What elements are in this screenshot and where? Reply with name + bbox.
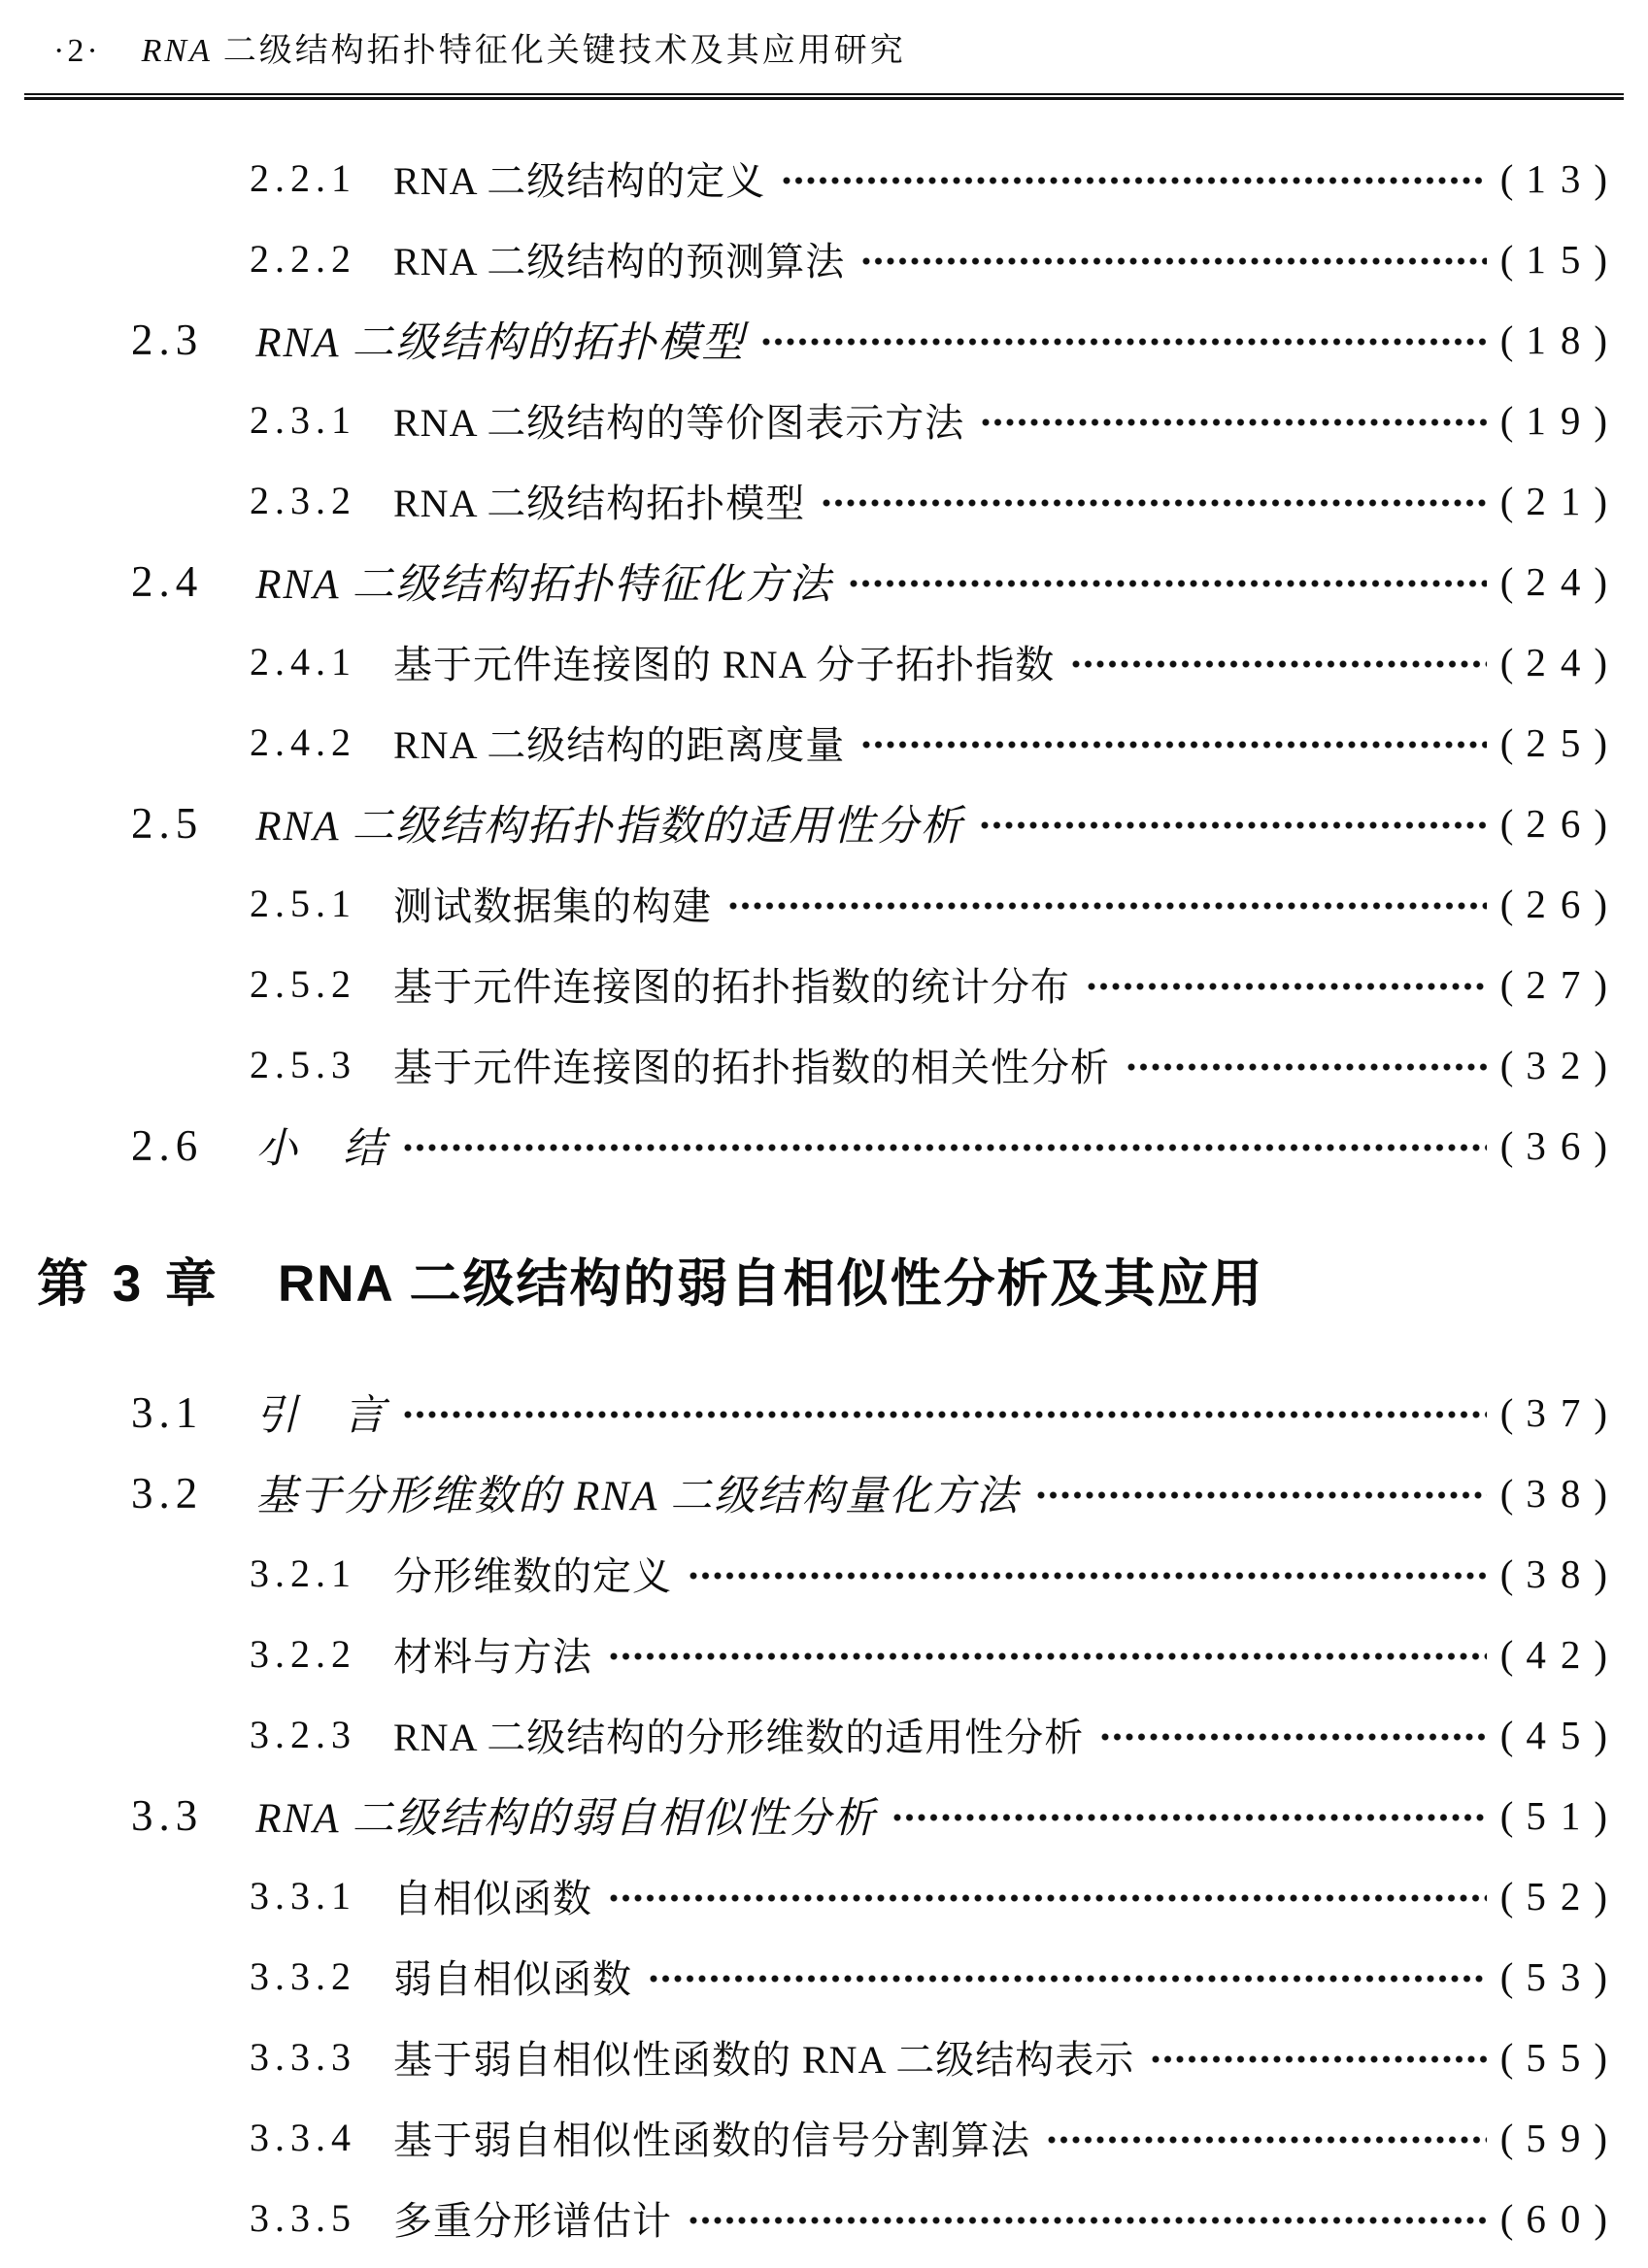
toc-row [0, 218, 1607, 299]
page-ref-number: 59 [1526, 2115, 1596, 2160]
page-ref-number: 55 [1526, 2034, 1596, 2080]
leader-dots [1070, 657, 1486, 671]
leader-dots [979, 818, 1486, 832]
entry-number: 2.5.3 [250, 1043, 356, 1086]
page-ref-number: 18 [1526, 317, 1596, 362]
page-ref-open-paren: ( [1499, 1873, 1514, 1918]
entry-number: 3.3 [131, 1790, 204, 1840]
page-ref [1500, 1792, 1607, 1839]
entry-title: 基于元件连接图的拓扑指数的相关性分析 [393, 1046, 1110, 1089]
toc-row [0, 1372, 1607, 1452]
entry-number: 3.2.3 [250, 1713, 356, 1756]
chapter-title: RNA 二级结构的弱自相似性分析及其应用 [277, 1255, 1264, 1313]
entry-number: 3.3.3 [250, 2035, 356, 2079]
toc-row [0, 1452, 1607, 1533]
entry-title: RNA 二级结构拓扑模型 [393, 482, 806, 525]
page-ref-number: 19 [1526, 397, 1596, 443]
page-ref [1500, 155, 1607, 202]
page-ref-close-paren: ) [1594, 719, 1607, 765]
leader-dots [1046, 2133, 1487, 2147]
toc-row [0, 541, 1607, 621]
page-ref-open-paren: ( [1499, 478, 1514, 523]
page-ref-close-paren: ) [1594, 236, 1607, 282]
entry-title: 基于分形维数的 RNA 二级结构量化方法 [255, 1474, 1021, 1519]
page-ref-close-paren: ) [1594, 2034, 1607, 2080]
page-ref-open-paren: ( [1499, 800, 1514, 846]
page-ref-open-paren: ( [1499, 1470, 1514, 1516]
page-ref-open-paren: ( [1499, 558, 1514, 604]
entry-number: 2.5.2 [250, 962, 356, 1006]
page-ref-open-paren: ( [1499, 2195, 1514, 2241]
page-ref [1500, 236, 1607, 283]
page-ref-open-paren: ( [1499, 719, 1514, 765]
entry-title: 基于元件连接图的 RNA 分子拓扑指数 [393, 643, 1056, 686]
page-ref-close-paren: ) [1594, 1873, 1607, 1918]
page-ref-close-paren: ) [1594, 1792, 1607, 1838]
entry-title: RNA 二级结构的定义 [393, 159, 766, 203]
page-ref-close-paren: ) [1594, 961, 1607, 1007]
page-ref-open-paren: ( [1499, 2115, 1514, 2160]
entry-title: RNA 二级结构的等价图表示方法 [393, 401, 965, 445]
entry-number: 3.3.4 [250, 2116, 356, 2159]
page-ref-number: 25 [1526, 719, 1596, 765]
leader-dots [860, 254, 1486, 268]
chapter-heading [0, 1236, 1607, 1323]
leader-dots [1126, 1060, 1487, 1074]
leader-dots [648, 1972, 1487, 1985]
page-ref-close-paren: ) [1594, 1953, 1607, 1999]
toc-row [0, 1855, 1607, 1936]
page-ref-close-paren: ) [1594, 478, 1607, 523]
running-header [53, 23, 1609, 71]
page-ref-number: 24 [1526, 639, 1596, 684]
entry-title: 基于弱自相似性函数的信号分割算法 [393, 2118, 1030, 2162]
page-ref-close-paren: ) [1594, 639, 1607, 684]
page-ref [1500, 1953, 1607, 2000]
running-book-title: RNA 二级结构拓扑特征化关键技术及其应用研究 [141, 33, 906, 69]
page-ref [1500, 1712, 1607, 1758]
toc-row [0, 460, 1607, 541]
page-ref-close-paren: ) [1594, 2115, 1607, 2160]
leader-dots [402, 1141, 1486, 1154]
page-ref-close-paren: ) [1594, 1470, 1607, 1516]
page-ref-open-paren: ( [1499, 1631, 1514, 1677]
entry-title: RNA 二级结构的弱自相似性分析 [255, 1796, 877, 1842]
toc-row [0, 621, 1607, 702]
toc-row [0, 2017, 1607, 2097]
page-ref [1500, 719, 1607, 766]
page-ref-number: 32 [1526, 1042, 1596, 1087]
page-ref-number: 26 [1526, 881, 1596, 926]
chapter-number: 第 3 章 [37, 1255, 221, 1313]
toc-row [0, 2178, 1607, 2258]
leader-dots [608, 1891, 1487, 1905]
toc-row [0, 299, 1607, 380]
page-ref-open-paren: ( [1499, 1389, 1514, 1435]
page-ref [1500, 397, 1607, 444]
page-ref [1500, 1551, 1607, 1597]
entry-number: 3.3.5 [250, 2196, 356, 2240]
page-ref [1500, 1389, 1607, 1436]
entry-title: 分形维数的定义 [393, 1554, 672, 1598]
page-ref-open-paren: ( [1499, 155, 1514, 201]
page-ref-number: 45 [1526, 1712, 1596, 1757]
page-ref-number: 53 [1526, 1953, 1596, 1999]
toc-row [0, 1775, 1607, 1855]
toc-row [0, 783, 1607, 863]
entry-title: 基于元件连接图的拓扑指数的统计分布 [393, 965, 1070, 1009]
page-ref [1500, 2195, 1607, 2242]
entry-number: 2.5 [131, 798, 204, 848]
page-ref [1500, 2034, 1607, 2081]
entry-number: 2.4.2 [250, 720, 356, 764]
toc-row [0, 863, 1607, 944]
leader-dots [891, 1811, 1486, 1824]
page-ref [1500, 1873, 1607, 1919]
entry-number: 3.3.1 [250, 1874, 356, 1918]
entry-title: RNA 二级结构的分形维数的适用性分析 [393, 1716, 1085, 1759]
toc-row [0, 1105, 1607, 1185]
entry-title: 测试数据集的构建 [393, 884, 712, 928]
toc-row [0, 1614, 1607, 1694]
page-ref [1500, 1122, 1607, 1169]
page-ref-close-paren: ) [1594, 800, 1607, 846]
page-ref-number: 36 [1526, 1122, 1596, 1168]
page-ref-close-paren: ) [1594, 1712, 1607, 1757]
page-ref-close-paren: ) [1594, 1389, 1607, 1435]
page-ref-open-paren: ( [1499, 961, 1514, 1007]
page-ref-number: 24 [1526, 558, 1596, 604]
leader-dots [781, 174, 1486, 187]
entry-title: RNA 二级结构拓扑特征化方法 [255, 562, 833, 608]
entry-title: 材料与方法 [393, 1635, 592, 1679]
page-ref [1500, 961, 1607, 1008]
leader-dots [1086, 980, 1487, 993]
page-ref [1500, 1470, 1607, 1517]
entry-title: RNA 二级结构的距离度量 [393, 723, 846, 767]
leader-dots [608, 1650, 1487, 1663]
leader-dots [688, 1569, 1487, 1583]
page-ref-number: 38 [1526, 1551, 1596, 1596]
page-ref-close-paren: ) [1594, 1631, 1607, 1677]
page-ref-number: 38 [1526, 1470, 1596, 1516]
page-ref-close-paren: ) [1594, 1122, 1607, 1168]
toc-list [0, 138, 1607, 2258]
entry-title: RNA 二级结构拓扑指数的适用性分析 [255, 804, 964, 850]
entry-number: 2.5.1 [250, 882, 356, 925]
page-ref [1500, 800, 1607, 847]
header-rule [24, 93, 1624, 100]
page-ref [1500, 639, 1607, 685]
leader-dots [848, 577, 1486, 590]
page-ref-close-paren: ) [1594, 317, 1607, 362]
page-ref [1500, 317, 1607, 363]
page-ref-number: 13 [1526, 155, 1596, 201]
toc-row [0, 380, 1607, 460]
leader-dots [1099, 1730, 1486, 1744]
entry-title: RNA 二级结构的拓扑模型 [255, 320, 746, 366]
page-ref-open-paren: ( [1499, 1042, 1514, 1087]
entry-number: 2.2.2 [250, 237, 356, 281]
page-ref-open-paren: ( [1499, 397, 1514, 443]
page-ref [1500, 1042, 1607, 1088]
page-ref-open-paren: ( [1499, 1122, 1514, 1168]
leader-dots [727, 899, 1487, 913]
page-ref-open-paren: ( [1499, 1792, 1514, 1838]
entry-number: 3.2.2 [250, 1632, 356, 1676]
page-ref-close-paren: ) [1594, 2195, 1607, 2241]
page-ref-open-paren: ( [1499, 1551, 1514, 1596]
toc-row [0, 138, 1607, 218]
page-ref-close-paren: ) [1594, 1042, 1607, 1087]
entry-number: 2.6 [131, 1120, 204, 1170]
leader-dots [688, 2214, 1487, 2227]
page-ref-number: 42 [1526, 1631, 1596, 1677]
entry-number: 2.3.1 [250, 398, 356, 442]
entry-title: RNA 二级结构的预测算法 [393, 240, 846, 284]
entry-number: 3.2 [131, 1468, 204, 1518]
page-ref-number: 15 [1526, 236, 1596, 282]
entry-number: 3.2.1 [250, 1551, 356, 1595]
entry-number: 2.4 [131, 556, 204, 606]
toc-row [0, 944, 1607, 1024]
entry-title: 自相似函数 [393, 1877, 592, 1920]
toc-row [0, 1694, 1607, 1775]
leader-dots [980, 416, 1486, 429]
page-ref-close-paren: ) [1594, 155, 1607, 201]
entry-number: 2.3.2 [250, 479, 356, 522]
toc-row [0, 1533, 1607, 1614]
entry-number: 3.1 [131, 1387, 204, 1437]
page-ref [1500, 558, 1607, 605]
page-ref-open-paren: ( [1499, 1712, 1514, 1757]
entry-title: 弱自相似函数 [393, 1957, 632, 2001]
page-ref-close-paren: ) [1594, 881, 1607, 926]
leader-dots [860, 738, 1486, 751]
page-ref-open-paren: ( [1499, 236, 1514, 282]
page-ref-number: 52 [1526, 1873, 1596, 1918]
toc-row [0, 1936, 1607, 2017]
toc-row [0, 702, 1607, 783]
leader-dots [1035, 1488, 1487, 1502]
page-ref [1500, 2115, 1607, 2161]
page-ref [1500, 1631, 1607, 1678]
page-folio: ·2· [53, 33, 101, 69]
page-ref-open-paren: ( [1499, 2034, 1514, 2080]
toc-row [0, 2097, 1607, 2178]
page-ref-close-paren: ) [1594, 558, 1607, 604]
page-ref-number: 27 [1526, 961, 1596, 1007]
entry-title: 基于弱自相似性函数的 RNA 二级结构表示 [393, 2038, 1135, 2082]
page-ref-close-paren: ) [1594, 1551, 1607, 1596]
page-ref [1500, 881, 1607, 927]
page-ref-number: 26 [1526, 800, 1596, 846]
leader-dots [760, 335, 1486, 349]
toc-row [0, 1024, 1607, 1105]
page-ref-number: 37 [1526, 1389, 1596, 1435]
page-ref-open-paren: ( [1499, 317, 1514, 362]
page-ref-number: 51 [1526, 1792, 1596, 1838]
page-ref-close-paren: ) [1594, 397, 1607, 443]
entry-number: 2.2.1 [250, 156, 356, 200]
entry-title: 多重分形谱估计 [393, 2199, 672, 2243]
page-ref-open-paren: ( [1499, 1953, 1514, 1999]
page-ref-open-paren: ( [1499, 881, 1514, 926]
leader-dots [1150, 2052, 1486, 2066]
page-ref-number: 60 [1526, 2195, 1596, 2241]
page-ref-number: 21 [1526, 478, 1596, 523]
leader-dots [821, 496, 1486, 510]
entry-number: 2.3 [131, 315, 204, 364]
page-ref-open-paren: ( [1499, 639, 1514, 684]
page-ref [1500, 478, 1607, 524]
entry-number: 3.3.2 [250, 1954, 356, 1998]
leader-dots [402, 1408, 1486, 1421]
entry-title: 小 结 [255, 1126, 387, 1172]
entry-title: 引 言 [255, 1393, 387, 1439]
entry-number: 2.4.1 [250, 640, 356, 684]
